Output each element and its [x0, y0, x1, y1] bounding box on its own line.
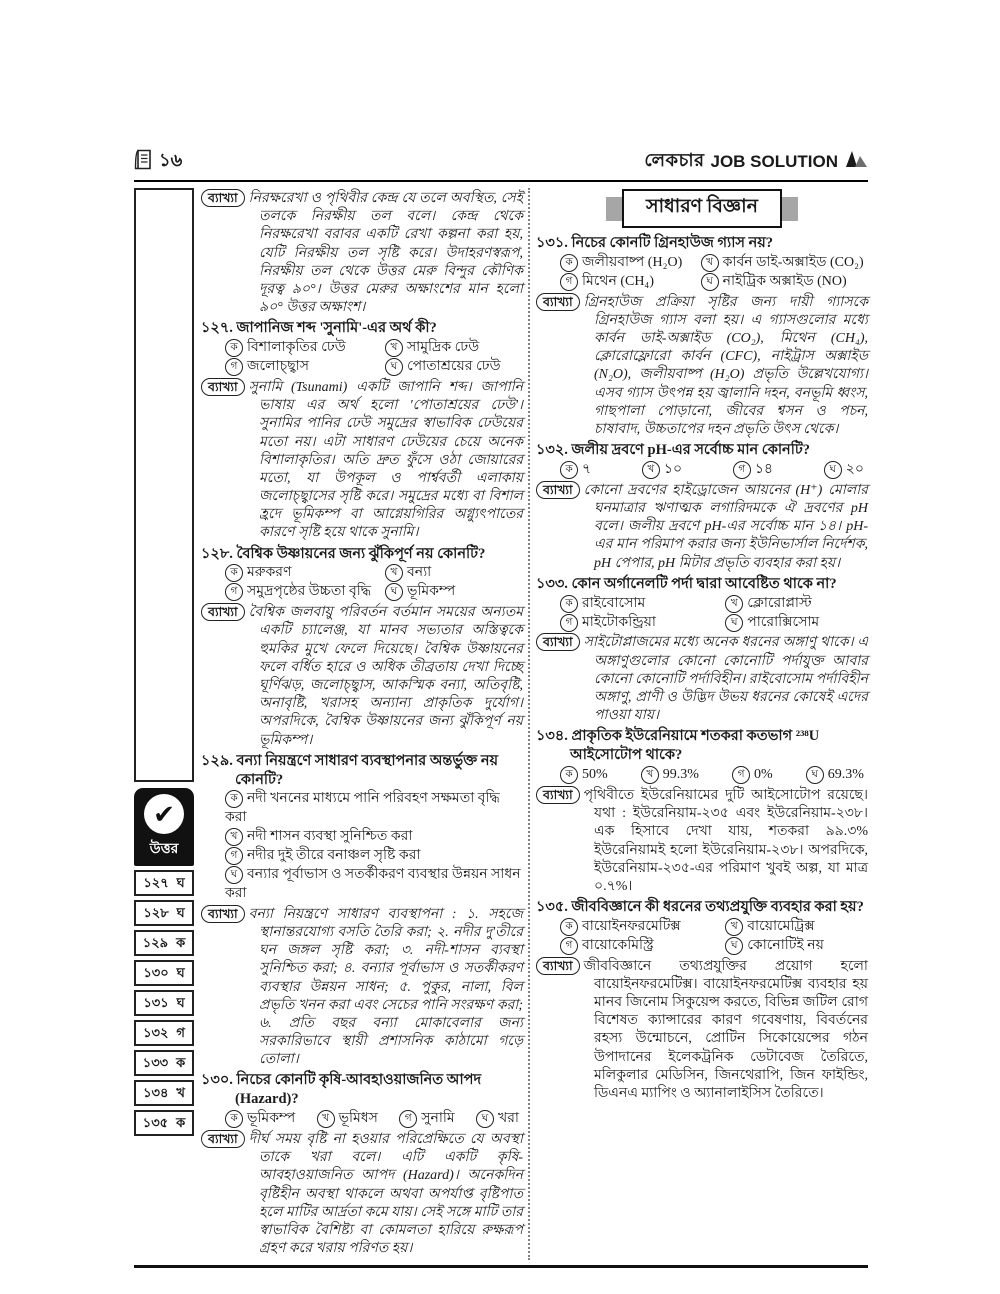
answer-sidebar [134, 188, 194, 1260]
options [536, 918, 868, 956]
options [201, 564, 523, 602]
option-text: ১০ [663, 461, 683, 477]
options [536, 254, 868, 292]
question-text: প্রাকৃতিক ইউরেনিয়ামে শতকরা কতভাগ ²³⁸U আইসোটোপ থাকে? [570, 728, 820, 764]
option-letter: ঘ [476, 1110, 494, 1128]
answer-spacer-box [134, 188, 194, 782]
explanation-label: ব্যাখ্যা [201, 905, 245, 923]
option-letter: ক [560, 461, 578, 479]
option-letter: গ [225, 358, 243, 376]
explanation-label: ব্যাখ্যা [536, 786, 580, 804]
brand-bangla: লেকচার [644, 150, 705, 170]
answer-row [134, 900, 194, 926]
question-128 [201, 545, 523, 750]
option-ka [560, 766, 608, 785]
page-number: ১৬ [159, 150, 183, 170]
option-ka [560, 254, 699, 273]
option-text: জলীয়বাষ্প (H₂O) [582, 254, 683, 270]
explanation-block [201, 378, 523, 543]
option-letter: ক [560, 254, 578, 272]
question-text: জলীয় দ্রবণে pH-এর সর্বোচ্চ মান কোনটি? [571, 442, 810, 459]
question-number: ১৩৪. [536, 728, 568, 745]
option-letter: খ [725, 595, 743, 613]
answer-badge [134, 788, 194, 866]
option-text: পোতাশ্রয়ের ঢেউ [406, 359, 501, 375]
section-header [536, 189, 868, 228]
answer-label: উত্তর [149, 840, 179, 856]
answer-qno: ১৩২ [143, 1025, 169, 1040]
option-text: বন্যা [406, 565, 432, 581]
option-kha [725, 918, 870, 937]
answer-qno: ১৩৫ [142, 1115, 169, 1130]
explanation-text: জীববিজ্ঞানে তথ্যপ্রযুক্তির প্রয়োগ হলো বায়োইনফরমেটিক্স। বায়োইনফরমেটিক্স ব্যবহার হয় মানব জিনোম সিকুয়েন্স করতে, বিভিন্ন জটিল রোগ বিশেষত ক্যান্সারের কারণ গবেষণায়, বিবর্তনের রহস্য উন্মোচনে, প্রোটিন সিকোয়েন্সের গঠন উপাদানের ইলেকট্রনিক ডেটাবেজ তৈরিতে, মলিকুলার মেডিসিন, জিনথেরাপি, জিন ফাইন্ডিং, ডিএনএ ম্যাপিং ও অ্যানালাইসিস তৈরিতে। [583, 958, 868, 1101]
option-letter: ঘ [225, 866, 243, 884]
option-letter: ক [560, 766, 578, 784]
options [536, 595, 868, 633]
option-gha [824, 461, 864, 480]
question-number: ১৩০. [201, 1072, 233, 1089]
options [201, 1110, 523, 1129]
option-ga [733, 461, 773, 480]
explanation-text: সাইটোপ্লাজমের মধ্যে অনেক ধরনের অঙ্গাণু থাকে। এ অঙ্গাণুগুলোর কোনো কোনোটি পর্দাযুক্ত আবার কোনো কোনোটি পর্দাবিহীন। রাইবোসোম পর্দাবিহীন অঙ্গাণু, প্রাণী ও উদ্ভিদ উভয় ধরনের কোষেই এদের পাওয়া যায়। [583, 635, 868, 724]
question-title [536, 234, 868, 253]
question-text: নিচের কোনটি কৃষি-আবহাওয়াজনিত আপদ (Hazard)? [235, 1072, 482, 1108]
ribbon-right-block [782, 197, 798, 221]
explanation-text: নিরক্ষরেখা ও পৃথিবীর কেন্দ্র যে তলে অবস্থিত, সেই তলকে নিরক্ষীয় তল বলে। কেন্দ্র থেকে নিরক্ষরেখা বরাবর একটি রেখা কল্পনা করা হয়, যেটি নিরক্ষীয় তল সৃষ্টি করে। উদাহরণস্বরূপ, নিরক্ষীয় তল থেকে উত্তর মেরু বিন্দুর কৌণিক দূরত্ব ৯০°। উত্তর মেরুর অক্ষাংশের মান হলো ৯০° উত্তর অক্ষাংশ। [248, 191, 523, 316]
question-text: নিচের কোনটি গ্রিনহাউজ গ্যাস নয়? [571, 235, 774, 251]
option-ka [225, 339, 383, 358]
answer-letter: ক [176, 935, 186, 950]
option-letter: ক [560, 595, 578, 613]
options [201, 790, 523, 903]
option-text: সুনামি [421, 1111, 455, 1127]
option-ka [225, 564, 383, 583]
column-divider [528, 188, 530, 1260]
option-text: সমুদ্রপৃষ্ঠের উচ্চতা বৃদ্ধি [247, 584, 372, 600]
option-letter: খ [225, 828, 243, 846]
answer-letter: ক [176, 1055, 186, 1070]
question-text: জীববিজ্ঞানে কী ধরনের তথ্যপ্রযুক্তি ব্যবহার করা হয়? [571, 899, 864, 916]
explanation-text: দীর্ঘ সময় বৃষ্টি না হওয়ার পরিপ্রেক্ষিতে যে অবস্থা তাকে খরা বলে। এটি একটি কৃষি-আবহাওয়াজনিত আপদ (Hazard)। অনেকদিন বৃষ্টিহীন অবস্থা থাকলে অথবা অপর্যাপ্ত বৃষ্টিপাত হলে মাটির আর্দ্রতা কমে যায়। সেই সঙ্গে মাটি তার স্বাভাবিক বৈশিষ্ট্য বা কোমলতা হারিয়ে রুক্ষরূপ গ্রহণ করে খরায় পরিণত হয়। [248, 1132, 523, 1257]
option-kha [701, 254, 870, 273]
answer-qno: ১৩১ [143, 995, 169, 1010]
option-letter: ঘ [385, 358, 403, 376]
question-129 [201, 752, 523, 1070]
answer-row [134, 990, 194, 1016]
right-column [536, 188, 868, 1260]
answer-qno: ১২৭ [143, 875, 169, 890]
answer-letter: খ [176, 1085, 185, 1100]
page-number-block [134, 146, 182, 177]
option-gha [385, 583, 525, 602]
option-text: ভূমিকম্প [406, 584, 456, 600]
option-text: ক্লোরোপ্লাস্ট [747, 595, 812, 611]
option-text: বিশালাকৃতির ঢেউ [247, 340, 346, 356]
options [536, 766, 868, 785]
option-text: বায়োকেমিস্ট্রি [582, 937, 654, 953]
answer-row [134, 960, 194, 986]
option-letter: ক [225, 564, 243, 582]
question-127 [201, 319, 523, 542]
option-text: ৭ [582, 461, 592, 477]
option-text: 50% [582, 767, 608, 783]
option-letter: খ [725, 918, 743, 936]
question-title [536, 575, 868, 594]
option-kha [225, 828, 523, 847]
question-title [536, 898, 868, 917]
option-kha [642, 461, 682, 480]
explanation-block [536, 293, 868, 440]
option-text: 99.3% [662, 767, 699, 783]
question-number: ১৩৫. [536, 899, 568, 916]
option-text: ২০ [845, 461, 864, 477]
explanation-block [201, 1130, 523, 1258]
answer-letter: গ [176, 1025, 185, 1040]
option-gha [701, 273, 870, 292]
answer-qno: ১৩০ [143, 965, 169, 980]
option-letter: গ [732, 766, 750, 784]
option-text: নদী খননের মাধ্যমে পানি পরিবহণ সক্ষমতা বৃদ্ধি করা [225, 791, 500, 826]
option-letter: গ [225, 847, 243, 865]
option-ga [225, 583, 383, 602]
explanation-label: ব্যাখ্যা [201, 189, 245, 207]
explanation-block [201, 189, 523, 317]
option-ga [560, 614, 723, 633]
answer-letter: ঘ [176, 875, 185, 890]
explanation-text: বৈশ্বিক জলবায়ু পরিবর্তন বর্তমান সময়ের অন্যতম একটি চ্যালেঞ্জ, যা মানব সভ্যতার অস্তিত্বকে হুমকির মুখে ফেলে দিয়েছে। বৈশ্বিক উষ্ণায়নের ফলে বর্ধিত হারে ও অধিক তীব্রতায় দেখা দিচ্ছে ঘূর্ণিঝড়, জলোচ্ছ্বাস, আকস্মিক বন্যা, অতিবৃষ্টি, অনাবৃষ্টি, খরাসহ অন্যান্য প্রাকৃতিক দুর্যোগ। অপরদিকে, বৈশ্বিক উষ্ণায়নের জন্য ঝুঁকিপূর্ণ নয় ভূমিকম্প। [248, 605, 523, 748]
book-page-icon [134, 149, 153, 175]
option-letter: ক [560, 918, 578, 936]
ribbon-left-block [606, 197, 622, 221]
answer-qno: ১২৮ [143, 905, 169, 920]
option-letter: খ [641, 766, 659, 784]
option-ga [225, 847, 523, 866]
question-number: ১২৮. [201, 545, 233, 562]
question-text: জাপানিজ শব্দ 'সুনামি'-এর অর্থ কী? [236, 320, 437, 337]
option-letter: ঘ [725, 614, 743, 632]
left-column [201, 188, 523, 1260]
option-text: জলোচ্ছ্বাস [247, 359, 309, 375]
option-text: রাইবোসোম [582, 595, 646, 611]
question-title [201, 545, 523, 564]
option-gha [225, 866, 523, 904]
option-kha [317, 1110, 378, 1129]
option-letter: খ [317, 1110, 335, 1128]
section-title: সাধারণ বিজ্ঞান [622, 189, 782, 228]
option-letter: গ [225, 583, 243, 601]
option-letter: খ [642, 461, 660, 479]
explanation-label: ব্যাখ্যা [536, 293, 580, 311]
option-ga [225, 358, 383, 377]
explanation-label: ব্যাখ্যা [201, 603, 245, 621]
option-text: মিথেন (CH₄) [582, 273, 654, 289]
option-letter: ক [225, 790, 243, 808]
question-text: বৈশ্বিক উষ্ণায়নের জন্য ঝুঁকিপূর্ণ নয় কোনটি? [236, 545, 486, 562]
options [201, 339, 523, 377]
answer-qno: ১৩৩ [142, 1055, 169, 1070]
option-letter: গ [560, 273, 578, 291]
option-letter: গ [560, 937, 578, 955]
question-number: ১৩৩. [536, 575, 568, 592]
option-ga [560, 273, 699, 292]
option-kha [725, 595, 870, 614]
brand-logo-icon [844, 149, 868, 174]
option-gha [725, 614, 870, 633]
brand-block [644, 146, 868, 177]
option-text: পারোক্সিসোম [747, 614, 820, 630]
explanation-label: ব্যাখ্যা [201, 378, 245, 396]
option-letter: ঘ [385, 583, 403, 601]
option-text: সামুদ্রিক ঢেউ [406, 340, 480, 356]
page-body [134, 188, 868, 1268]
answer-row [134, 1080, 194, 1106]
question-135 [536, 898, 868, 1103]
option-text: মাইটোকন্ড্রিয়া [582, 614, 656, 630]
answer-row [134, 1110, 194, 1136]
option-text: ভূমিধস [338, 1111, 378, 1127]
option-text: নদী শাসন ব্যবস্থা সুনিশ্চিত করা [247, 829, 413, 845]
option-ga [560, 937, 723, 956]
explanation-block [201, 603, 523, 750]
option-letter: ক [225, 1110, 243, 1128]
answer-letter: ঘ [176, 905, 185, 920]
option-ka [560, 595, 723, 614]
question-133 [536, 575, 868, 726]
option-letter: ঘ [725, 937, 743, 955]
question-title [201, 319, 523, 338]
option-letter: ঘ [824, 461, 842, 479]
question-title [536, 727, 868, 765]
option-text: বায়োইনফরমেটিক্স [582, 918, 681, 934]
option-ga [399, 1110, 454, 1129]
question-number: ১৩২. [536, 442, 568, 459]
explanation-text: গ্রিনহাউজ প্রক্রিয়া সৃষ্টির জন্য দায়ী গ্যাসকে গ্রিনহাউজ গ্যাস বলা হয়। এ গ্যাসগুলোর মধ্যে কার্বন ডাই-অক্সাইড (CO₂), মিথেন (CH₄), ক্লোরোফ্লোরো কার্বন (CFC), নাইট্রাস অক্সাইড (N₂O), জলীয়বাষ্প (H₂O) প্রভৃতি উল্লেখযোগ্য। এসব গ্যাস উৎপন্ন হয় জ্বালানি দহন, বনভূমি ধ্বংস, গাছপালা পোড়ানো, জীবের শ্বসন ও পচন, চাষাবাদ, উচ্চতাপের দহন প্রভৃতি উৎস থেকে। [583, 294, 868, 437]
explanation-text: বন্যা নিয়ন্ত্রণে সাধারণ ব্যবস্থাপনা : ১. সহজে স্থানান্তরযোগ্য বসতি তৈরি করা; ২. নদীর দু'তীরে ঘন জঙ্গল সৃষ্টি করা; ৩. নদী-শাসন ব্যবস্থা সুনিশ্চিত করা; ৪. বন্যার পূর্বাভাস ও সতর্কীকরণ ব্যবস্থার উন্নয়ন সাধন; ৫. পুকুর, নালা, বিল প্রভৃতি খনন করা এবং সেচের পানি সংরক্ষণ করা; ৬. প্রতি বছর বন্যা মোকাবেলার জন্য সরকারিভাবে স্থায়ী প্রশাসনিক কাঠামো গড়ে তোলা। [248, 906, 523, 1068]
option-text: নাইট্রিক অক্সাইড (NO) [722, 273, 847, 289]
option-text: মরুকরণ [247, 565, 292, 581]
question-number: ১২৭. [201, 320, 233, 337]
answer-row [134, 1020, 194, 1046]
options [536, 461, 868, 480]
question-130 [201, 1071, 523, 1258]
option-gha [476, 1110, 519, 1129]
option-letter: ঘ [701, 273, 719, 291]
option-letter: গ [560, 614, 578, 632]
option-text: ১৪ [754, 461, 773, 477]
option-text: বায়োমেট্রিক্স [747, 918, 815, 934]
page-header [134, 146, 868, 182]
explanation-block [536, 633, 868, 725]
option-letter: খ [701, 254, 719, 272]
option-letter: ক [225, 339, 243, 357]
option-kha [385, 564, 525, 583]
explanation-label: ব্যাখ্যা [536, 633, 580, 651]
option-letter: খ [385, 564, 403, 582]
answer-qno: ১৩৪ [143, 1085, 169, 1100]
option-letter: গ [399, 1110, 417, 1128]
question-number: ১৩১. [536, 235, 568, 251]
explanation-text: কোনো দ্রবণের হাইড্রোজেন আয়নের (H⁺) মোলার ঘনমাত্রার ঋণাত্মক লগারিদমকে ঐ দ্রবণের pH বলে। জলীয় দ্রবণে pH-এর সর্বোচ্চ মান ১৪। pH-এর মান পরিমাপ করার জন্য ইউনিভার্সাল নির্দেশক, pH পেপার, pH মিটার প্রভৃতি ব্যবহার করা হয়। [583, 482, 868, 571]
answer-row [134, 1050, 194, 1076]
question-title [201, 752, 523, 790]
question-number: ১২৯. [201, 752, 233, 769]
option-ka [225, 1110, 295, 1129]
answer-row [134, 930, 194, 956]
explanation-block [536, 481, 868, 573]
explanation-label: ব্যাখ্যা [536, 957, 580, 975]
option-kha [385, 339, 525, 358]
explanation-label: ব্যাখ্যা [201, 1130, 245, 1148]
brand-english: JOB SOLUTION [710, 151, 838, 171]
option-ga [732, 766, 773, 785]
question-text: বন্যা নিয়ন্ত্রণে সাধারণ ব্যবস্থাপনার অন্তর্ভুক্ত নয় কোনটি? [235, 752, 499, 788]
question-title [201, 1071, 523, 1109]
question-text: কোন অর্গানেলটি পর্দা দ্বারা আবেষ্টিত থাকে না? [571, 575, 837, 592]
option-text: কোনোটিই নয় [747, 937, 824, 953]
explanation-text: পৃথিবীতে ইউরেনিয়ামের দুটি আইসোটোপ রয়েছে। যথা : ইউরেনিয়াম-২৩৫ এবং ইউরেনিয়াম-২৩৮। এক হিসাবে দেখা যায়, শতকরা ৯৯.৩% ইউরেনিয়ামই হলো ইউরেনিয়াম-২৩৮। অপরদিকে, ইউরেনিয়াম-২৩৫-এর পরিমাণ খুবই অল্প, যা মাত্র ০.৭%। [583, 787, 868, 894]
option-ka [560, 461, 591, 480]
option-text: 0% [754, 767, 773, 783]
question-title [536, 441, 868, 460]
option-letter: ঘ [806, 766, 824, 784]
option-text: বন্যার পূর্বাভাস ও সতর্কীকরণ ব্যবস্থার উন্নয়ন সাধন করা [225, 867, 521, 901]
question-132 [536, 441, 868, 573]
option-text: নদীর দুই তীরে বনাঞ্চল সৃষ্টি করা [247, 848, 421, 864]
checkmark-icon: ✔ [144, 794, 184, 834]
explanation-text: সুনামি (Tsunami) একটি জাপানি শব্দ। জাপানি ভাষায় এর অর্থ হলো 'পোতাশ্রয়ের ঢেউ'। সুনামির পানির ঢেউ সমুদ্রের স্বাভাবিক ঢেউয়ের মতো নয়। এটা সাধারণ ঢেউয়ের চেয়ে অনেক বিশালাকৃতির। অতি দ্রুত ফুঁসে ওঠা জোয়ারের মতো, যা উপকূল ও পার্শ্ববর্তী এলাকায় জলোচ্ছ্বাসের সৃষ্টি করে। সমুদ্রের মধ্যে বা বিশাল হ্রদে ভূমিকম্প বা আগ্নেয়গিরির অগ্ন্যুৎপাতের কারণে সৃষ্টি হয়ে থাকে সুনামি। [248, 379, 523, 541]
explanation-label: ব্যাখ্যা [536, 481, 580, 499]
explanation-block [201, 905, 523, 1070]
answer-letter: ক [176, 1115, 186, 1130]
option-text: 69.3% [827, 767, 864, 783]
option-letter: গ [733, 461, 751, 479]
answer-qno: ১২৯ [142, 935, 169, 950]
option-gha [725, 937, 870, 956]
explanation-block [536, 786, 868, 896]
option-text: কার্বন ডাই-অক্সাইড (CO₂) [722, 254, 864, 270]
option-gha [385, 358, 525, 377]
option-ka [560, 918, 723, 937]
option-ka [225, 790, 523, 828]
option-text: ভূমিকম্প [247, 1111, 296, 1127]
answer-row [134, 870, 194, 896]
question-134 [536, 727, 868, 896]
explanation-block [536, 957, 868, 1104]
option-kha [641, 766, 699, 785]
option-text: খরা [498, 1111, 519, 1127]
answer-letter: ঘ [176, 965, 185, 980]
question-131 [536, 234, 868, 439]
option-letter: খ [385, 339, 403, 357]
option-gha [806, 766, 864, 785]
answer-letter: ঘ [176, 995, 185, 1010]
